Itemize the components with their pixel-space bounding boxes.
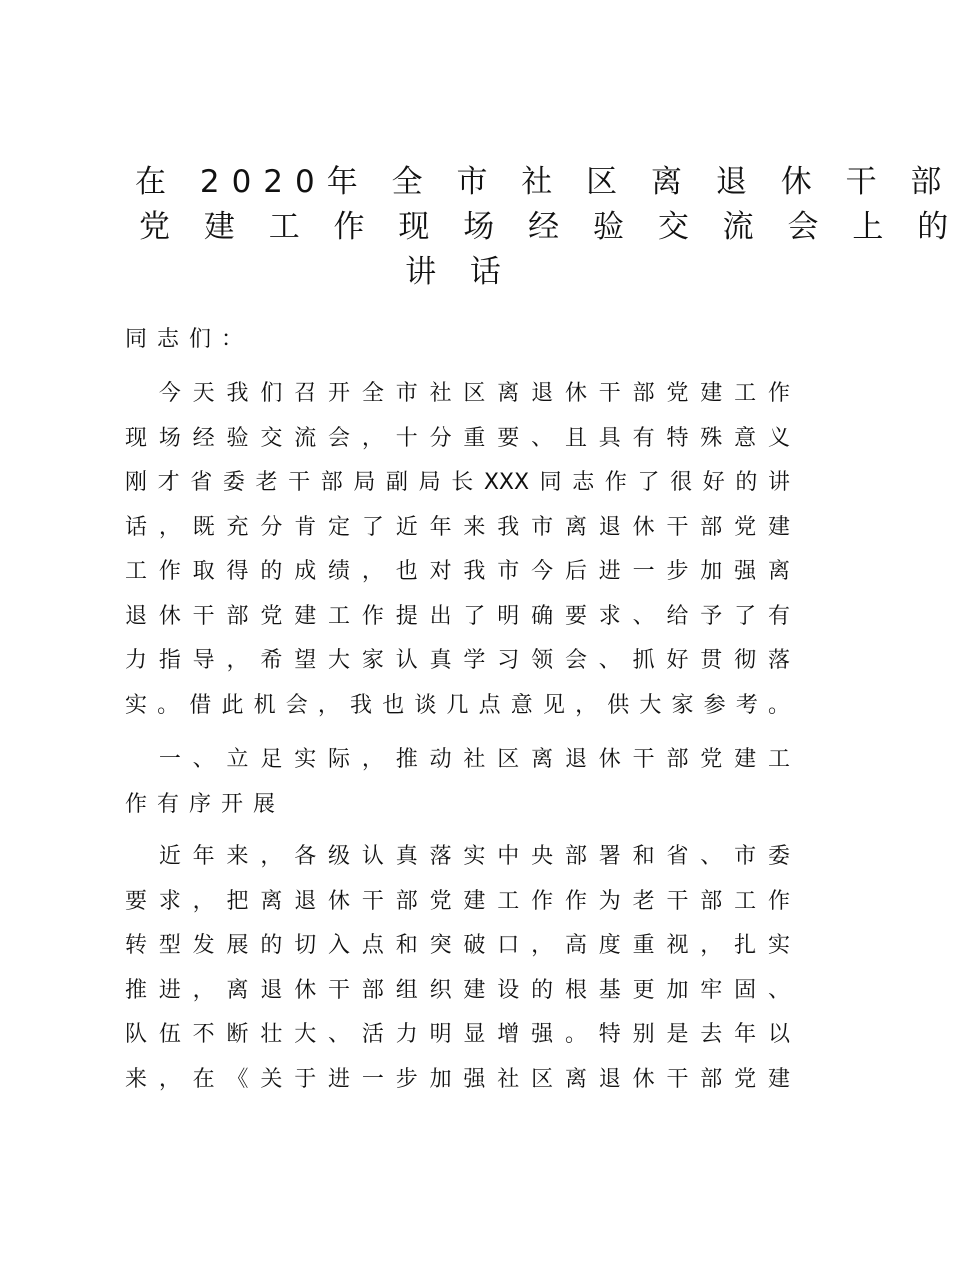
paragraph-line: 工作取得的成绩，也对我市今后进一步加强离 [125,559,790,584]
paragraph-line: 退休干部党建工作提出了明确要求、给予了有 [125,603,790,629]
paragraph-line: 力指导，希望大家认真学习领会、抓好贯彻落 [125,648,790,673]
paragraph-line: 近年来，各级认真落实中央部署和省、市委 [125,844,790,869]
title-line-3: 讲 话 [405,254,513,290]
paragraph-line: 要求，把离退休干部党建工作作为老干部工作 [125,888,790,914]
document-title [125,160,960,295]
paragraph-line: 转型发展的切入点和突破口，高度重视，扎实 [125,933,790,958]
title-line-2: 党 建 工 作 现 场 经 验 交 流 会 上 的 [139,209,960,245]
title-line-1: 在 2020年 全 市 社 区 离 退 休 干 部 [135,164,954,200]
paragraph-line: 今天我们召开全市社区离退休干部党建工作 [125,381,790,406]
paragraph-line: 队伍不断壮大、活力明显增强。特别是去年以 [125,1022,790,1047]
paragraph-line: 实。借此机会，我也谈几点意见，供大家参考。 [125,692,790,718]
paragraph-line: 现场经验交流会，十分重要、且具有特殊意义 [125,425,790,451]
paragraph-line: 刚才省委老干部局副局长XXX同志作了很好的讲 [125,470,790,495]
salutation: 同志们： [125,327,254,352]
heading-line: 作有序开展 [125,791,286,817]
paragraph-line: 来，在《关于进一步加强社区离退休干部党建 [125,1066,790,1092]
paragraph-1 [125,372,790,728]
paragraph-line: 话，既充分肯定了近年来我市离退休干部党建 [125,514,790,540]
paragraph-line: 推进，离退休干部组织建设的根基更加牢固、 [125,977,790,1003]
paragraph-2 [125,835,790,1102]
heading-line: 一、立足实际，推动社区离退休干部党建工 [125,747,790,772]
section-heading-1 [125,738,790,827]
